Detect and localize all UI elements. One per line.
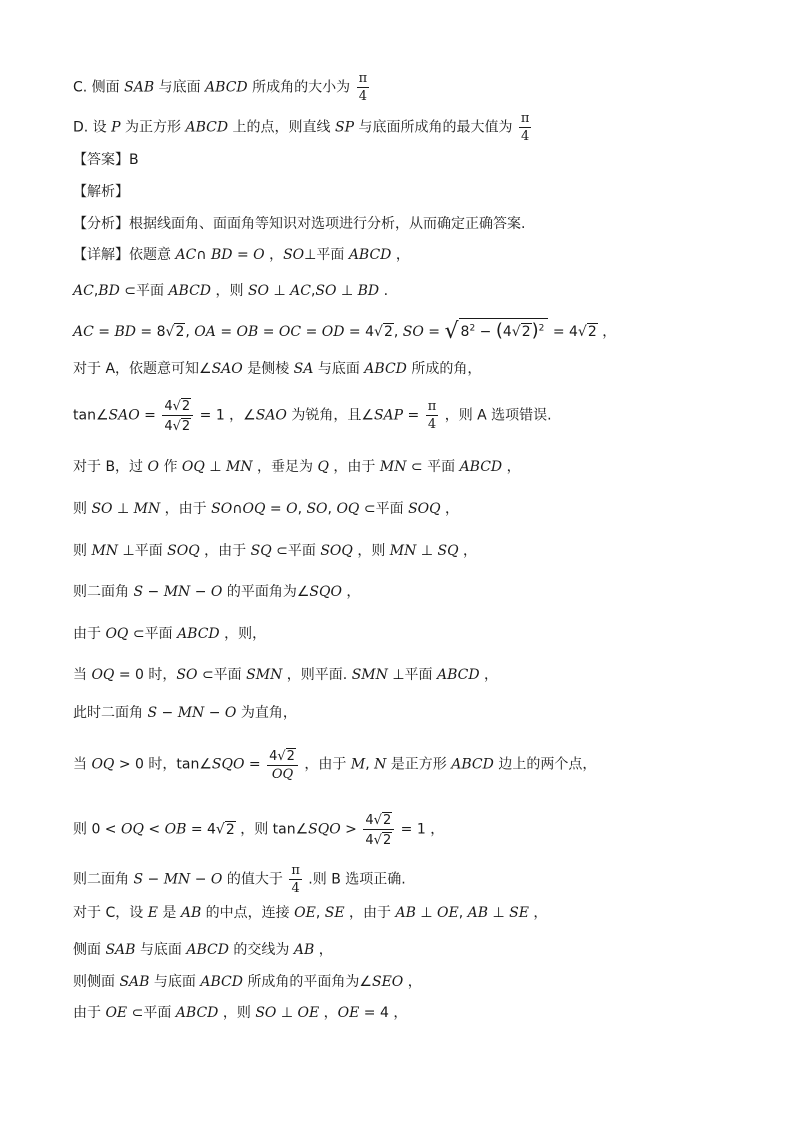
line-c1: 对于 C，设 E 是 AB 的中点，连接 OE, SE ，由于 AB ⊥ OE, AB ⊥ SE ， <box>73 905 548 921</box>
detail-line-3: AC = BD = 8√2, OA = OB = OC = OD = 4√2, SO = √ $8^2 - (4√2)^2 = 4√2$ ， <box>73 319 617 344</box>
line-b8: 当 OQ > 0 时，tan∠SQO = $\frac{4√2}{OQ}$ ，由于 M, N 是正方形 ABCD 边上的两个点， <box>73 749 597 782</box>
line-b3: 则 MN ⊥平面 SOQ ，由于 SQ ⊂平面 SOQ ，则 MN ⊥ SQ ， <box>73 543 478 559</box>
line-b6: 当 OQ = 0 时，SO ⊂平面 SMN ，则平面. SMN ⊥平面 ABCD ， <box>73 667 499 683</box>
answer-line: 【答案】B <box>73 152 139 168</box>
detail-line-1: 【详解】依题意 AC∩ BD = O ，SO⊥平面 ABCD ， <box>73 247 410 263</box>
line-b7: 此时二面角 S − MN − O 为直角， <box>73 705 297 721</box>
line-a1: 对于 A，依题意可知∠SAO 是侧棱 SA 与底面 ABCD 所成的角， <box>73 361 482 377</box>
line-b9: 则 0 < OQ < OB = 4√2 ，则 tan∠SQO > $\frac{4√2}{4√2}$ = 1 ， <box>73 813 445 848</box>
line-b10: 则二面角 S − MN − O 的值大于 $\frac{\pi}{4}$ .则 B 选项正确. <box>73 863 406 896</box>
option-d: D. 设 P 为正方形 ABCD 上的点，则直线 SP 与底面所成角的最大值为 $\frac{\pi}{4}$ <box>73 111 530 144</box>
line-b2: 则 SO ⊥ MN ，由于 SO∩OQ = O, SO, OQ ⊂平面 SOQ ， <box>73 501 460 517</box>
line-c4: 由于 OE ⊂平面 ABCD ，则 SO ⊥ OE ，OE = 4 ， <box>73 1005 408 1021</box>
detail-line-2: AC,BD ⊂平面 ABCD ，则 SO ⊥ AC,SO ⊥ BD . <box>73 283 389 299</box>
line-b4: 则二面角 S − MN − O 的平面角为∠SQO ， <box>73 584 361 600</box>
line-c2: 侧面 SAB 与底面 ABCD 的交线为 AB ， <box>73 942 333 958</box>
line-c3: 则侧面 SAB 与底面 ABCD 所成角的平面角为∠SEO ， <box>73 974 422 990</box>
line-b5: 由于 OQ ⊂平面 ABCD ，则， <box>73 626 267 642</box>
analysis-heading: 【解析】 <box>73 184 129 200</box>
line-b1: 对于 B，过 O 作 OQ ⊥ MN ，垂足为 Q ，由于 MN ⊂ 平面 ABCD ， <box>73 459 521 475</box>
option-c: C. 侧面 SAB 与底面 ABCD 所成角的大小为 $\frac{\pi}{4}$ <box>73 71 368 104</box>
fenxi-line: 【分析】根据线面角、面面角等知识对选项进行分析，从而确定正确答案. <box>73 216 526 232</box>
line-a2: tan∠SAO = $\frac{4√2}{4√2}$ = 1 ，∠SAO 为锐角，且∠SAP = $\frac{\pi}{4}$ ，则 A 选项错误. <box>73 399 552 434</box>
